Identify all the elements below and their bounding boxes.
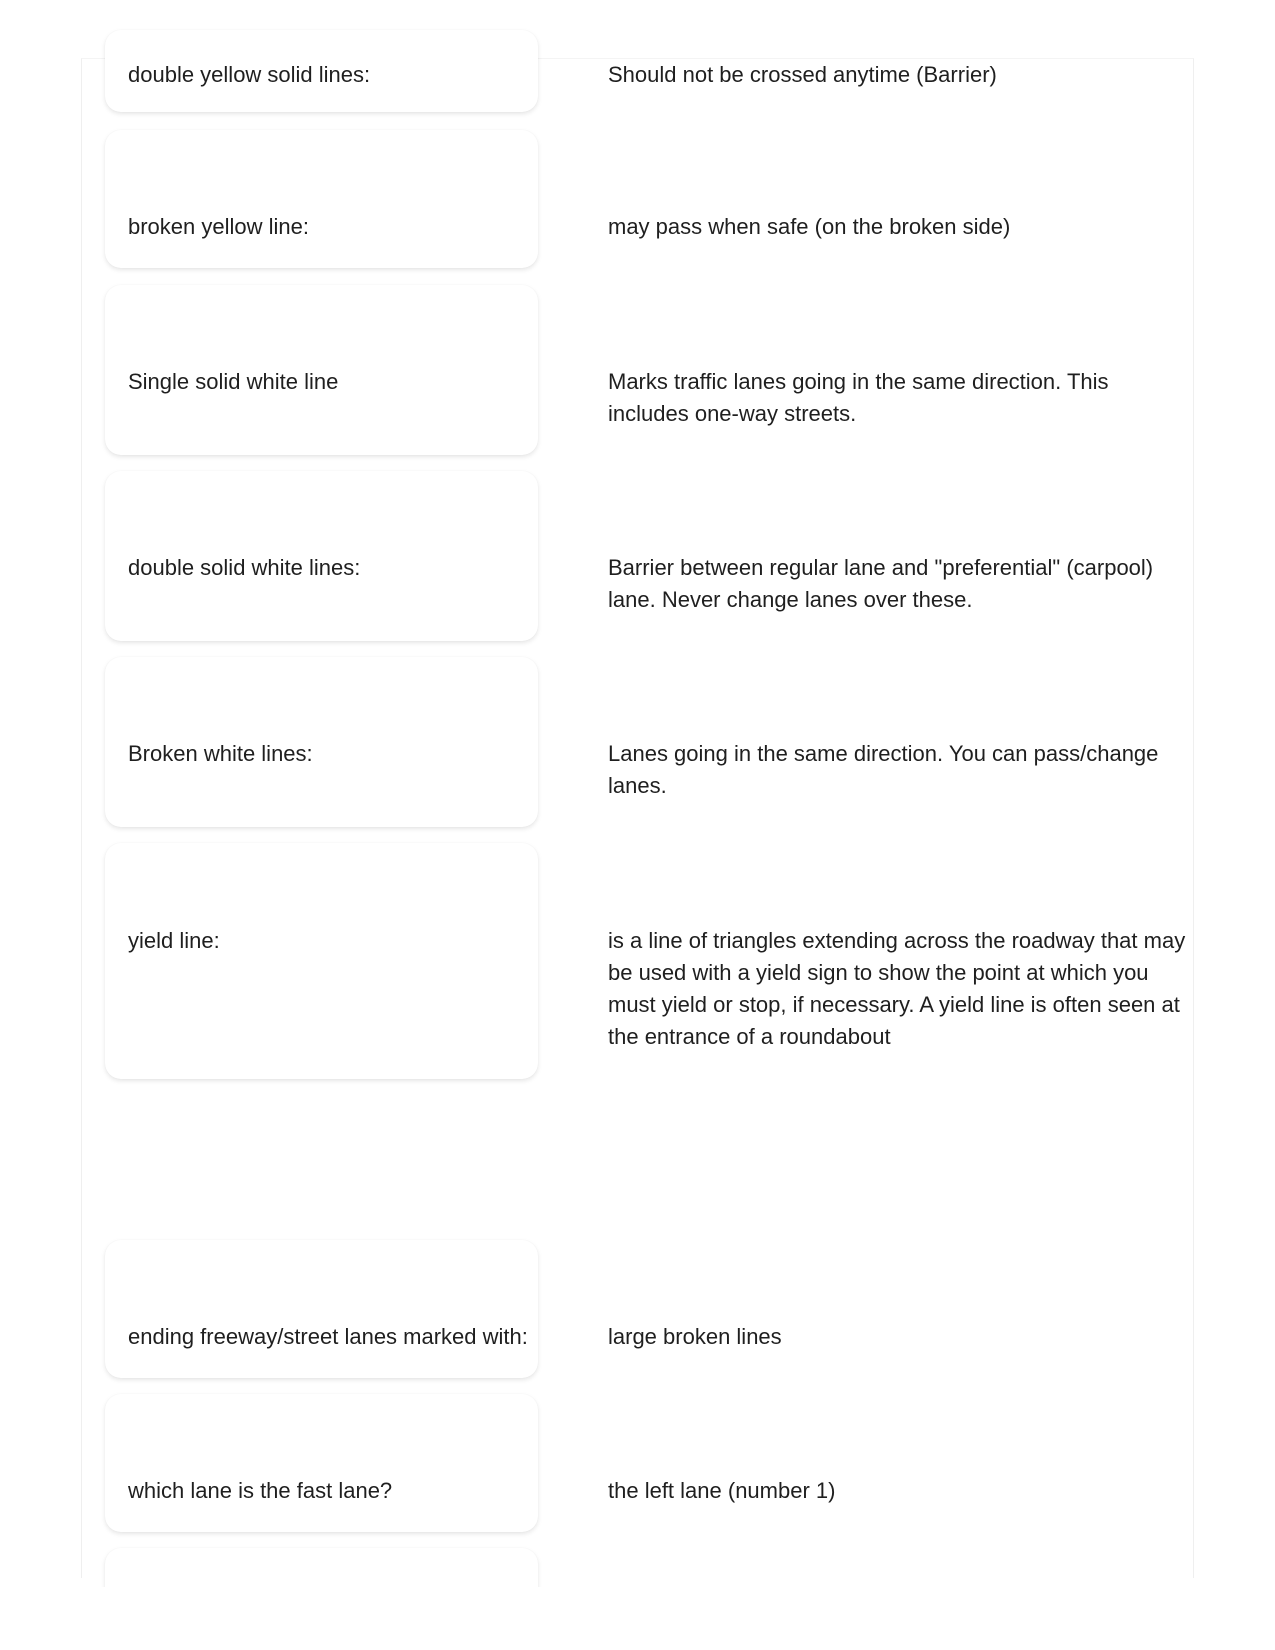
definition-text: large broken lines (608, 1324, 782, 1349)
term-card[interactable] (105, 1240, 538, 1378)
term-text: double yellow solid lines: (128, 62, 371, 87)
term-text: which lane is the fast lane? (128, 1478, 393, 1503)
definition-text: Barrier between regular lane and "preferential" (carpool) lane. Never change lanes over these. (608, 555, 1154, 612)
term-text: ending freeway/street lanes marked with: (128, 1324, 528, 1349)
term-card[interactable] (105, 1394, 538, 1532)
term-text: broken yellow line: (128, 214, 309, 239)
definition-text: may pass when safe (on the broken side) (608, 214, 1011, 239)
term-text: Single solid white line (128, 369, 339, 394)
term-text: double solid white lines: (128, 555, 361, 580)
definition-text: the left lane (number 1) (608, 1478, 836, 1503)
term-card[interactable] (105, 130, 538, 268)
definition-text: Lanes going in the same direction. You can pass/change lanes. (608, 741, 1159, 798)
term-text: yield line: (128, 928, 220, 953)
definition-text: Marks traffic lanes going in the same direction. This includes one-way streets. (608, 369, 1109, 426)
term-card[interactable] (105, 843, 538, 1079)
definition-text: Should not be crossed anytime (Barrier) (608, 62, 997, 87)
definition-text: is a line of triangles extending across the roadway that may be used with a yield sign to show the point at which you must yield or stop, if necessary. A yield line is often seen at the entrance of a roundabout (608, 928, 1186, 1049)
page-bottom-margin (0, 1587, 1275, 1650)
term-text: Broken white lines: (128, 741, 313, 766)
